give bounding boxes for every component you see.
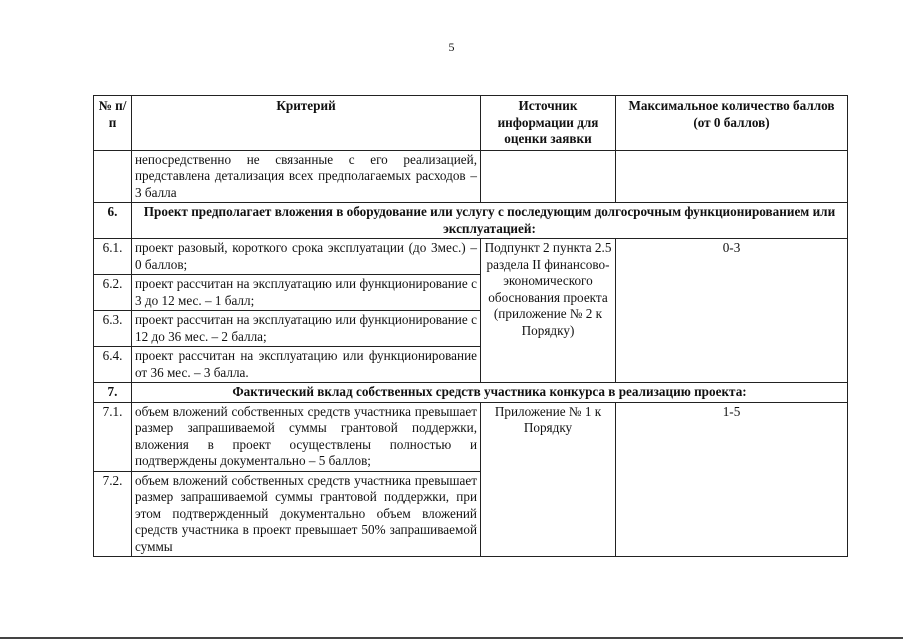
criteria-table (93, 95, 848, 557)
section-6-row (94, 203, 848, 239)
table-header-row (94, 96, 848, 151)
section-7-num: 7. (94, 383, 132, 403)
page-bottom-edge (0, 637, 903, 639)
row-num: 6.2. (94, 275, 132, 311)
section-7-source: Приложение № 1 к Порядку (481, 402, 616, 557)
row-num (94, 150, 132, 203)
page-number: 5 (448, 40, 455, 54)
continuation-text: непосредственно не связанные с его реализацией, представлена детализация всех предполагаемых расходов – 3 балла (132, 150, 481, 203)
section-6-max-score: 0-3 (616, 239, 848, 383)
section-6-source: Подпункт 2 пункта 2.5 раздела II финансово-экономического обоснования проекта (приложение № 2 к Порядку) (481, 239, 616, 383)
row-source (481, 150, 616, 203)
header-criterion: Критерий (132, 96, 481, 151)
criterion-text: проект разовый, короткого срока эксплуатации (до 3мес.) – 0 баллов; (132, 239, 481, 275)
table-row (94, 239, 848, 275)
header-num: № п/п (94, 96, 132, 151)
row-num: 6.3. (94, 311, 132, 347)
criterion-text: проект рассчитан на эксплуатацию или функционирование с 12 до 36 мес. – 2 балла; (132, 311, 481, 347)
section-7-max-score: 1-5 (616, 402, 848, 557)
section-7-title: Фактический вклад собственных средств участника конкурса в реализацию проекта: (132, 383, 848, 403)
row-num: 6.1. (94, 239, 132, 275)
criterion-text: проект рассчитан на эксплуатацию или функционирование с 3 до 12 мес. – 1 балл; (132, 275, 481, 311)
criterion-text: объем вложений собственных средств участника превышает размер запрашиваемой суммы грантовой поддержки, вложения в проект осуществлены полностью и подтверждены документально – 5 баллов; (132, 402, 481, 471)
criterion-text: проект рассчитан на эксплуатацию или функционирование от 36 мес. – 3 балла. (132, 347, 481, 383)
header-source: Источник информации для оценки заявки (481, 96, 616, 151)
criterion-text: объем вложений собственных средств участника превышает размер запрашиваемой суммы грантовой поддержки, при этом подтвержденный документально объем вложений средств участника в проект превышает 50% запрашиваемой суммы (132, 471, 481, 557)
section-6-title: Проект предполагает вложения в оборудование или услугу с последующим долгосрочным функционированием или эксплуатацией: (132, 203, 848, 239)
row-num: 6.4. (94, 347, 132, 383)
section-6-num: 6. (94, 203, 132, 239)
row-num: 7.1. (94, 402, 132, 471)
section-7-row (94, 383, 848, 403)
row-num: 7.2. (94, 471, 132, 557)
table-row (94, 150, 848, 203)
row-max (616, 150, 848, 203)
header-max-score: Максимальное количество баллов (от 0 баллов) (616, 96, 848, 151)
table-row (94, 402, 848, 471)
